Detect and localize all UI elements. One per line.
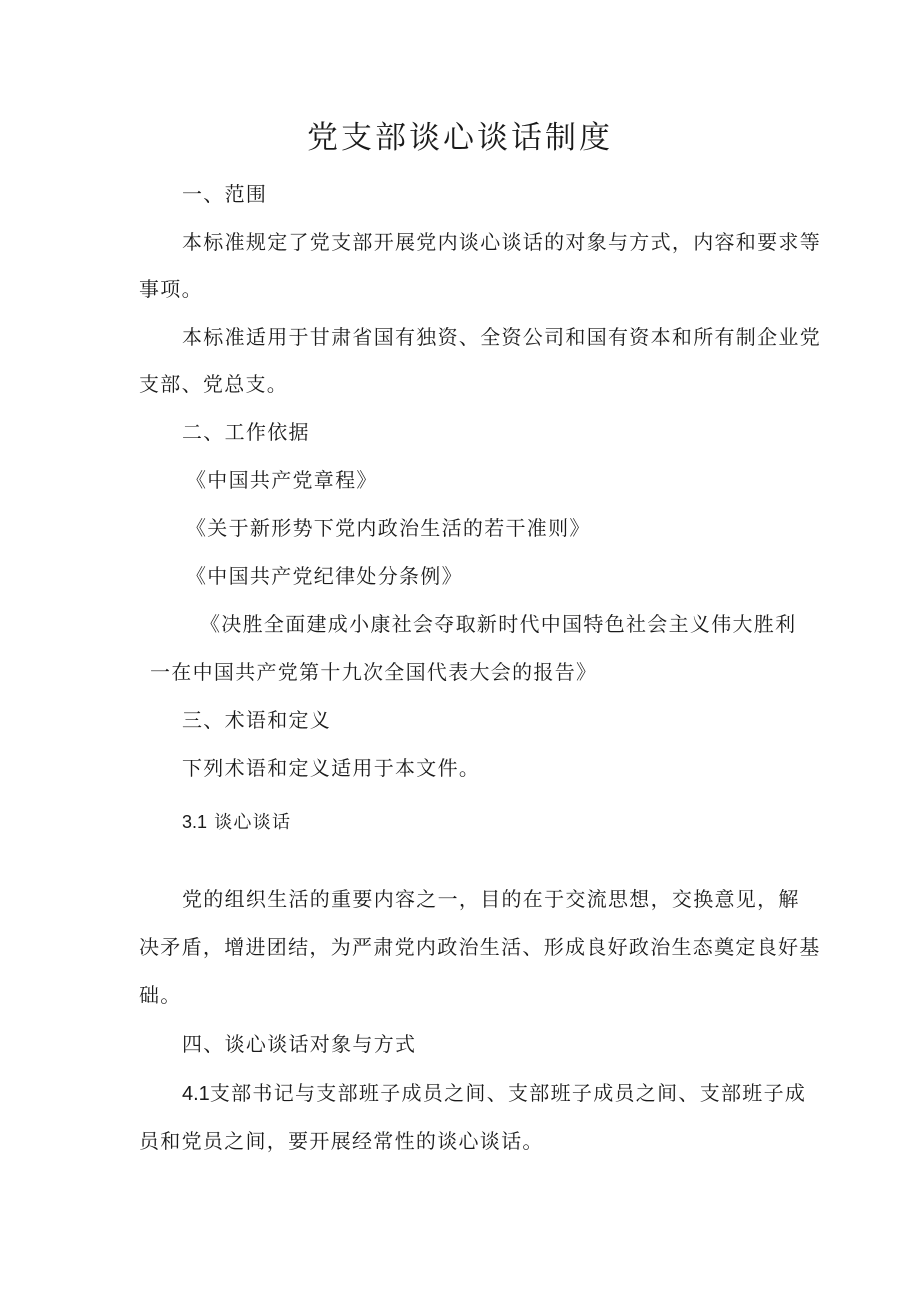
scope-paragraph-1-line-1: 本标准规定了党支部开展党内谈心谈话的对象与方式，内容和要求等 xyxy=(182,230,821,254)
section-heading-objects: 四、谈心谈话对象与方式 xyxy=(182,1032,417,1056)
basis-reference-1: 《中国共产党章程》 xyxy=(186,468,378,492)
term-definition-line-2: 决矛盾，增进团结，为严肃党内政治生活、形成良好政治生态奠定良好基 xyxy=(139,935,821,959)
term-name: 谈心谈话 xyxy=(214,812,292,833)
terms-intro: 下列术语和定义适用于本文件。 xyxy=(182,756,481,780)
objects-item-1-line-2: 员和党员之间，要开展经常性的谈心谈话。 xyxy=(139,1129,544,1153)
scope-paragraph-1-line-2: 事项。 xyxy=(139,277,203,301)
scope-paragraph-2-line-2: 支部、党总支。 xyxy=(139,372,289,396)
section-heading-terms: 三、术语和定义 xyxy=(182,708,332,732)
basis-reference-4-line-2: 一在中国共产党第十九次全国代表大会的报告》 xyxy=(150,660,598,684)
objects-item-1-line-1 xyxy=(182,1079,807,1108)
basis-reference-4-line-1: 《决胜全面建成小康社会夺取新时代中国特色社会主义伟大胜利 xyxy=(200,612,797,636)
scope-paragraph-2-line-1: 本标准适用于甘肃省国有独资、全资公司和国有资本和所有制企业党 xyxy=(182,325,821,349)
term-definition-line-3: 础。 xyxy=(139,983,182,1007)
term-number: 3.1 xyxy=(182,812,208,832)
objects-item-text: 支部书记与支部班子成员之间、支部班子成员之间、支部班子成 xyxy=(209,1081,807,1105)
section-heading-basis: 二、工作依据 xyxy=(182,420,310,444)
section-heading-scope: 一、范围 xyxy=(182,182,268,206)
basis-reference-2: 《关于新形势下党内政治生活的若干准则》 xyxy=(186,516,591,540)
term-definition-line-1: 党的组织生活的重要内容之一，目的在于交流思想，交换意见，解 xyxy=(182,887,800,911)
objects-item-number: 4.1 xyxy=(182,1083,210,1105)
document-title: 党支部谈心谈话制度 xyxy=(307,120,613,156)
basis-reference-3: 《中国共产党纪律处分条例》 xyxy=(186,564,463,588)
term-heading xyxy=(182,808,291,837)
